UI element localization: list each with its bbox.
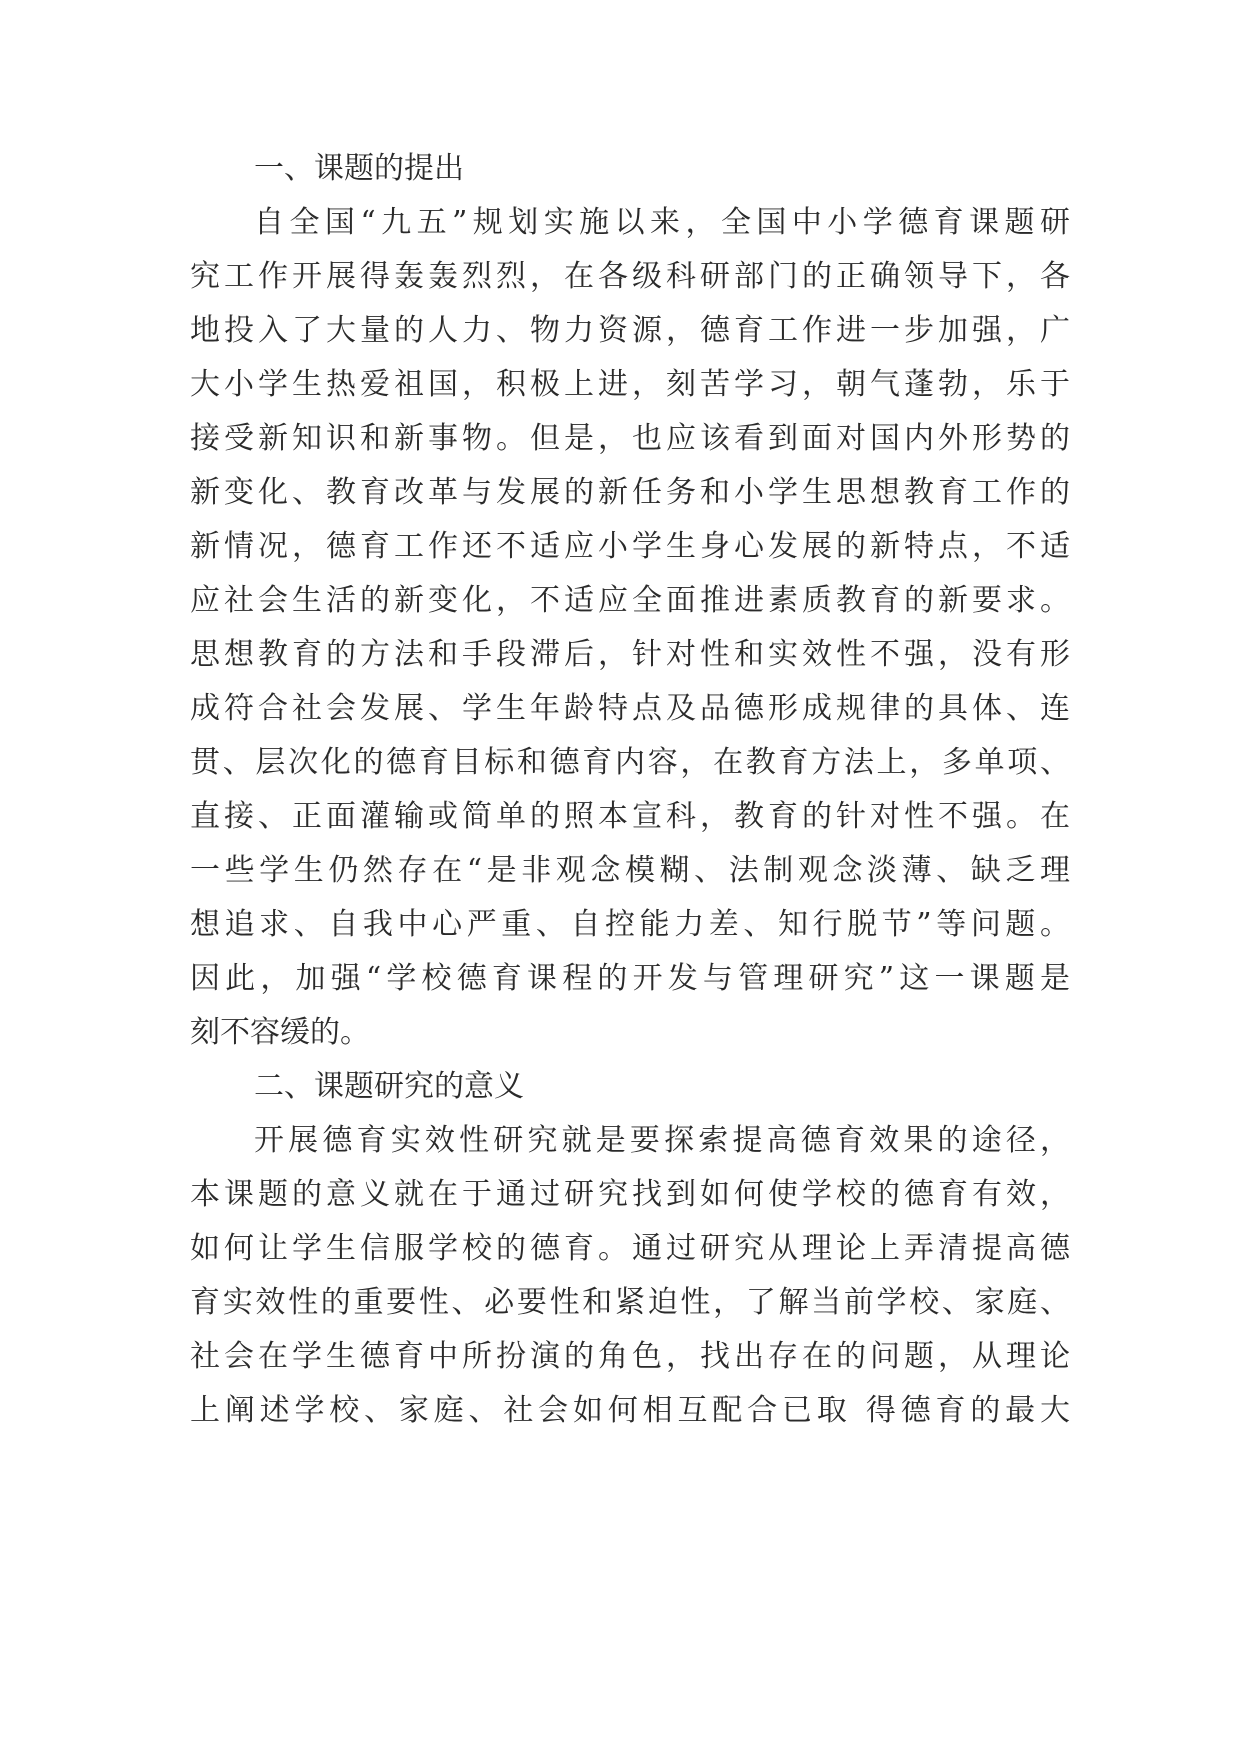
paragraph-line: 一些学生仍然存在“是非观念模糊、法制观念淡薄、缺乏理 xyxy=(190,853,1070,888)
paragraph-line: 新变化、教育改革与发展的新任务和小学生思想教育工作的 xyxy=(190,475,1070,510)
paragraph-line: 上阐述学校、家庭、社会如何相互配合已取 得德育的最大 xyxy=(190,1393,1070,1428)
paragraph-line: 究工作开展得轰轰烈烈，在各级科研部门的正确领导下，各 xyxy=(190,259,1070,294)
paragraph-line: 社会在学生德育中所扮演的角色，找出存在的问题，从理论 xyxy=(190,1339,1070,1374)
paragraph-line: 新情况，德育工作还不适应小学生身心发展的新特点，不适 xyxy=(190,529,1070,564)
paragraph-line: 直接、正面灌输或简单的照本宣科，教育的针对性不强。在 xyxy=(190,799,1070,834)
paragraph-line: 接受新知识和新事物。但是，也应该看到面对国内外形势的 xyxy=(190,421,1070,456)
paragraph-line: 育实效性的重要性、必要性和紧迫性，了解当前学校、家庭、 xyxy=(190,1285,1070,1320)
paragraph-line: 思想教育的方法和手段滞后，针对性和实效性不强，没有形 xyxy=(190,637,1070,672)
paragraph-line: 大小学生热爱祖国，积极上进，刻苦学习，朝气蓬勃，乐于 xyxy=(190,367,1070,402)
paragraph-line: 因此，加强“学校德育课程的开发与管理研究”这一课题是 xyxy=(190,961,1070,996)
paragraph-line: 成符合社会发展、学生年龄特点及品德形成规律的具体、连 xyxy=(190,691,1070,726)
paragraph-line: 本课题的意义就在于通过研究找到如何使学校的德育有效， xyxy=(190,1177,1070,1212)
paragraph-line: 开展德育实效性研究就是要探索提高德育效果的途径， xyxy=(254,1123,1070,1158)
paragraph-line: 自全国“九五”规划实施以来，全国中小学德育课题研 xyxy=(254,205,1070,240)
paragraph-line: 应社会生活的新变化，不适应全面推进素质教育的新要求。 xyxy=(190,583,1070,618)
section-heading-2: 二、课题研究的意义 xyxy=(254,1069,524,1104)
paragraph-line: 地投入了大量的人力、物力资源，德育工作进一步加强，广 xyxy=(190,313,1070,348)
paragraph-line: 想追求、自我中心严重、自控能力差、知行脱节”等问题。 xyxy=(190,907,1070,942)
section-heading-1: 一、课题的提出 xyxy=(254,151,464,186)
paragraph-line: 如何让学生信服学校的德育。通过研究从理论上弄清提高德 xyxy=(190,1231,1070,1266)
paragraph-line: 刻不容缓的。 xyxy=(190,1015,370,1050)
paragraph-line: 贯、层次化的德育目标和德育内容，在教育方法上，多单项、 xyxy=(190,745,1070,780)
